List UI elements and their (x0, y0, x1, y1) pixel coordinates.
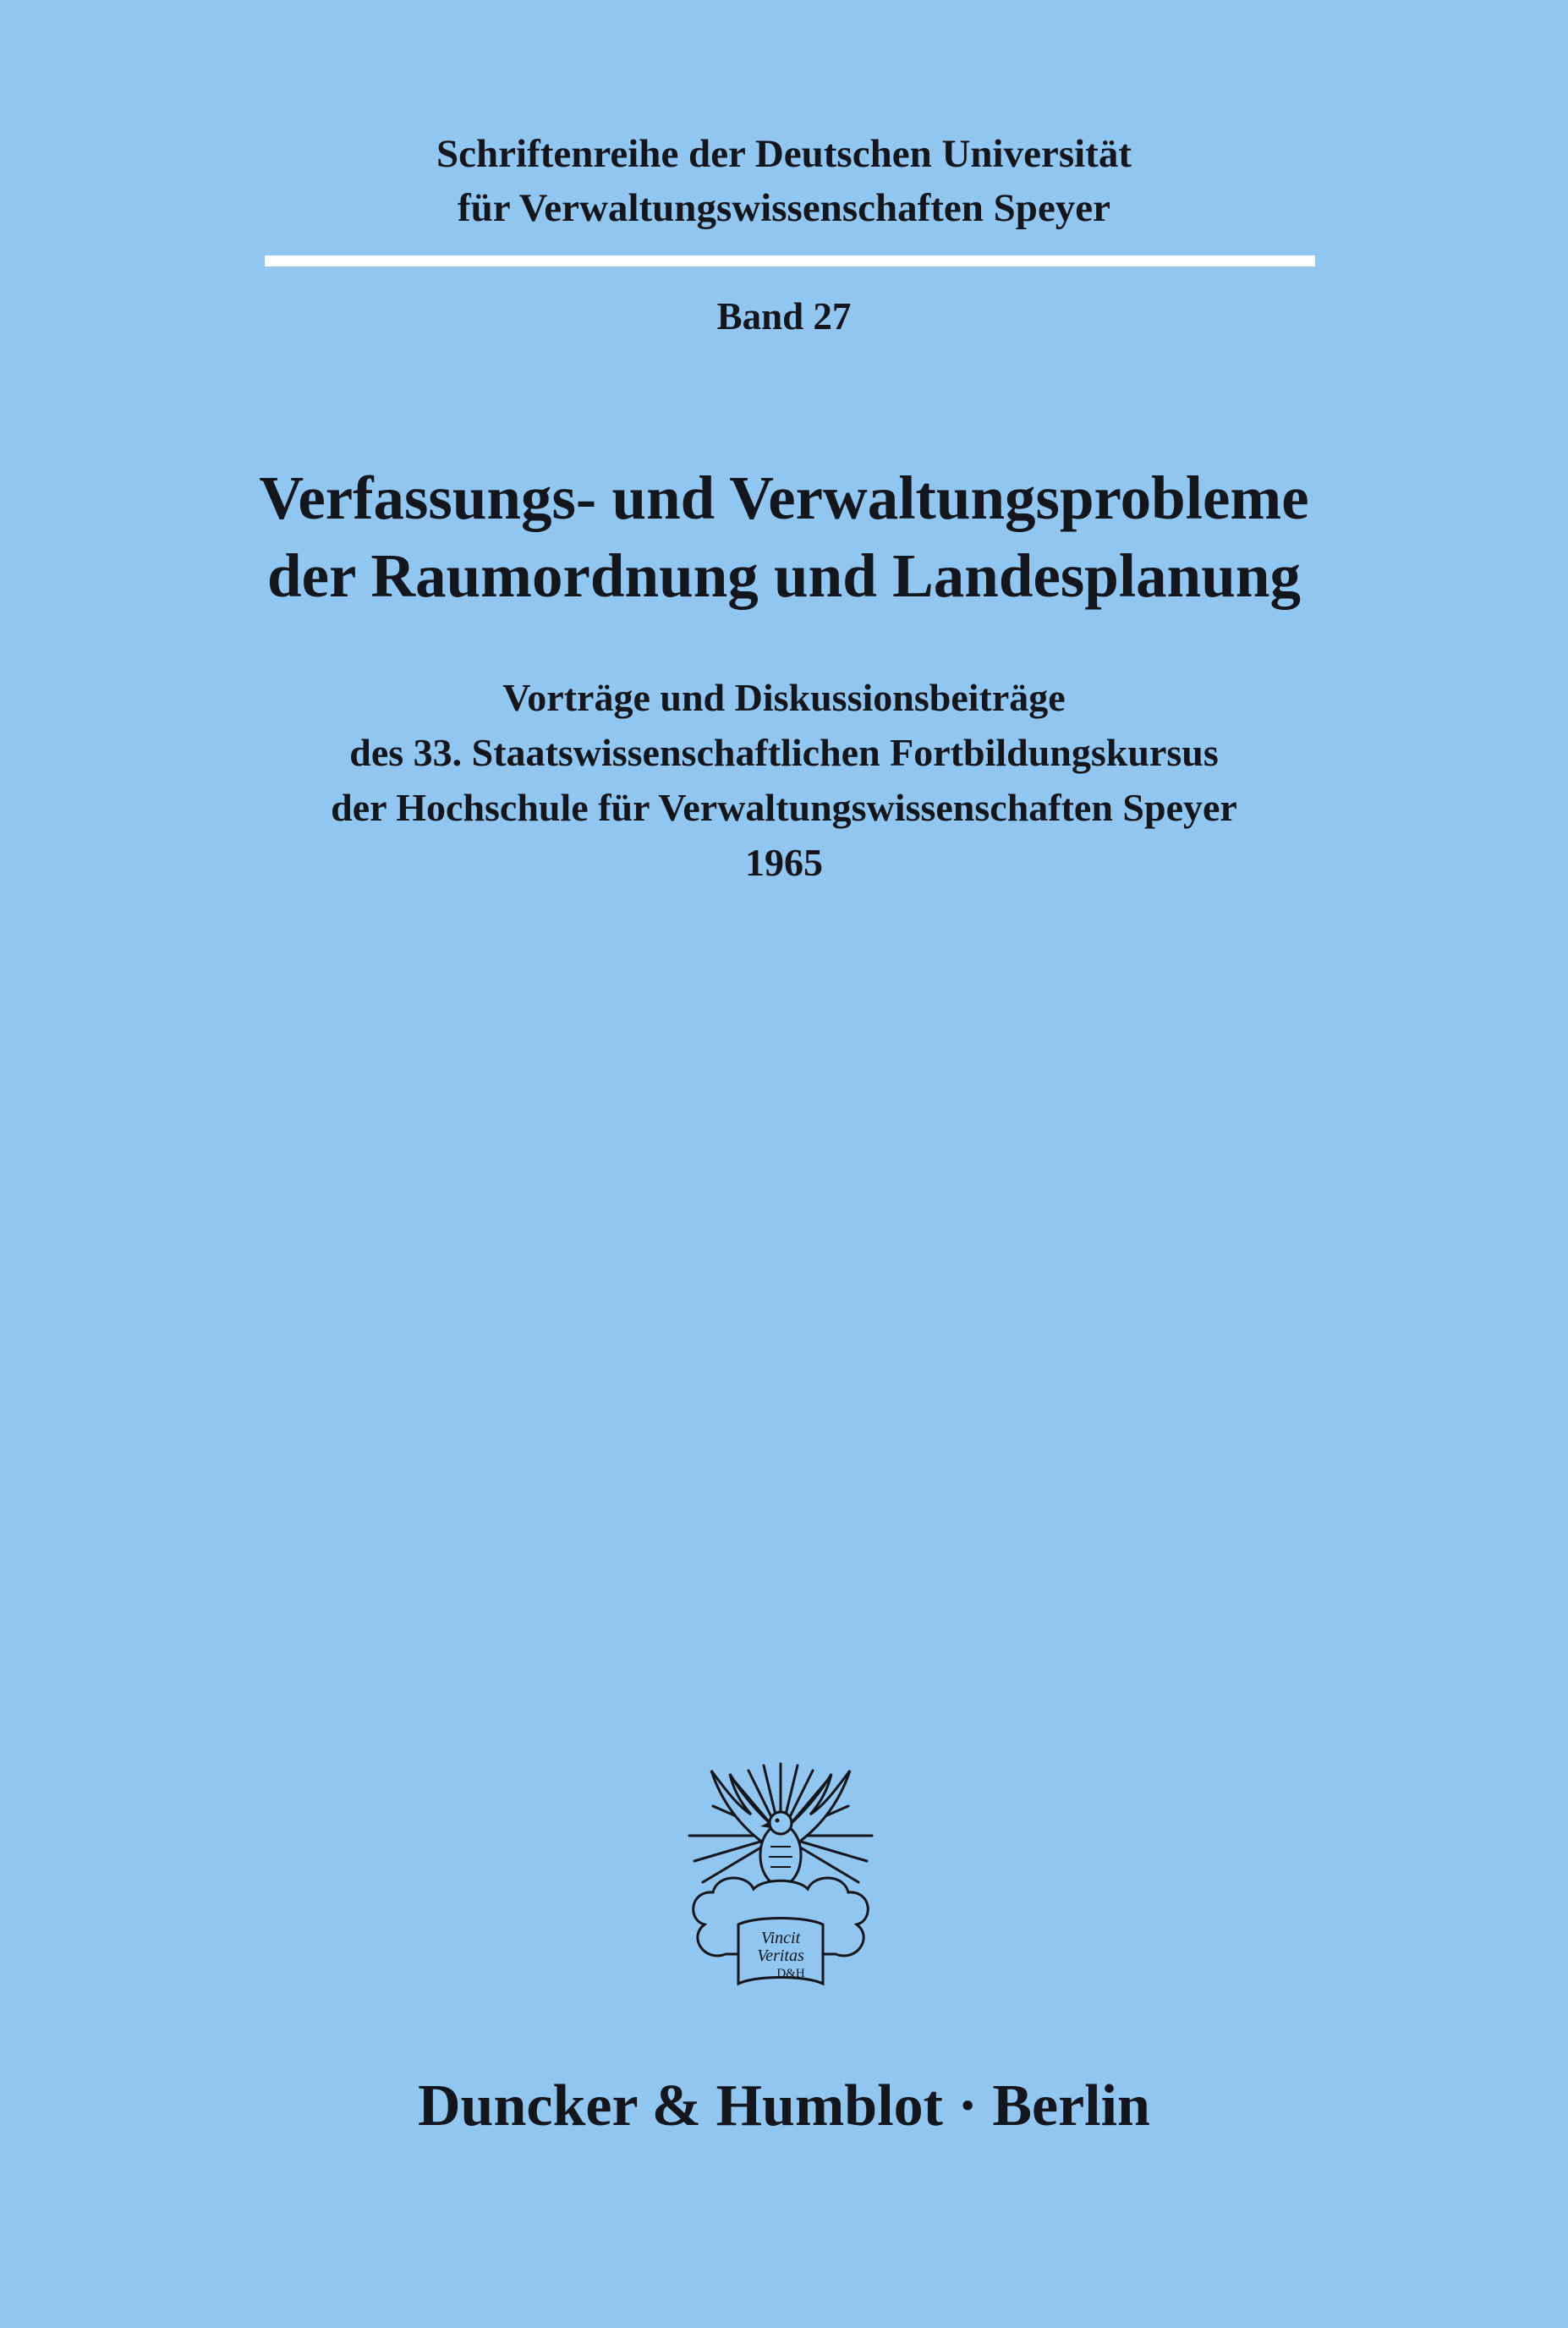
logo-motto-line-2: Veritas (757, 1946, 804, 1965)
series-title-line-1: Schriftenreihe der Deutschen Universität (436, 132, 1132, 176)
book-title-line-2: der Raumordnung und Landesplanung (267, 541, 1301, 610)
book-subtitle (0, 670, 1568, 890)
volume-number: Band 27 (716, 295, 852, 338)
book-title (0, 459, 1568, 615)
logo-motto-line-1: Vincit (760, 1929, 801, 1947)
eagle-logo-icon (679, 1755, 882, 2001)
series-title (0, 127, 1568, 235)
series-title-line-2: für Verwaltungswissenschaften Speyer (457, 186, 1111, 230)
subtitle-year: 1965 (745, 841, 823, 884)
subtitle-line-2: des 33. Staatswissenschaftlichen Fortbildungskursus (349, 731, 1219, 774)
book-title-line-1: Verfassungs- und Verwaltungsprobleme (259, 464, 1309, 532)
publisher-imprint: Duncker & Humblot · Berlin (418, 2073, 1150, 2139)
subtitle-line-3: der Hochschule für Verwaltungswissenschaften Speyer (331, 786, 1237, 829)
logo-monogram: D&H (776, 1967, 805, 1980)
divider-rule (265, 255, 1315, 266)
subtitle-line-1: Vorträge und Diskussionsbeiträge (502, 676, 1066, 719)
